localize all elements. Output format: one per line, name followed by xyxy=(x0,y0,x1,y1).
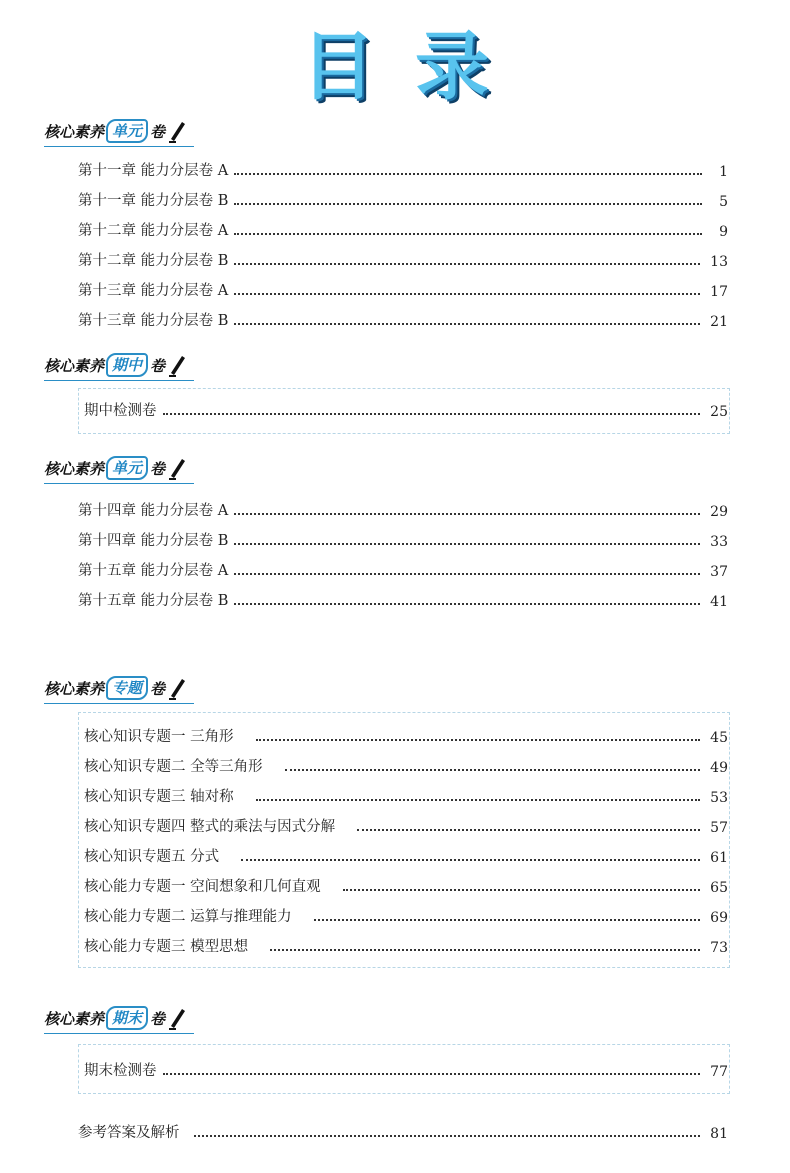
toc-entry-label: 第十四章 能力分层卷 B xyxy=(78,533,229,549)
section-suffix: 卷 xyxy=(150,122,166,141)
leader-dots xyxy=(234,173,702,175)
leader-dots xyxy=(285,769,701,771)
pen-icon xyxy=(167,1006,187,1030)
section-header-unit-2 xyxy=(44,455,187,481)
toc-entry-label: 期末检测卷 xyxy=(84,1063,157,1079)
section-tag: 期末 xyxy=(106,1006,148,1030)
toc-entry-page: 65 xyxy=(710,880,728,896)
toc-entry-page: 13 xyxy=(710,254,728,270)
toc-entry-label: 第十一章 能力分层卷 A xyxy=(78,163,229,179)
toc-entry-label: 核心知识专题三 轴对称 xyxy=(84,789,234,805)
leader-dots xyxy=(234,293,700,295)
section-box xyxy=(78,712,730,968)
toc-entry-label: 第十三章 能力分层卷 A xyxy=(78,283,229,299)
toc-entry[interactable] xyxy=(78,158,728,180)
section-underline xyxy=(44,146,194,147)
toc-entry[interactable] xyxy=(84,1058,728,1080)
toc-entry-page: 5 xyxy=(719,194,728,210)
leader-dots xyxy=(256,739,701,741)
toc-entry[interactable] xyxy=(78,498,728,520)
toc-entry-page: 77 xyxy=(710,1064,728,1080)
toc-entry[interactable] xyxy=(78,278,728,300)
section-prefix: 核心素养 xyxy=(44,356,105,375)
section-underline xyxy=(44,1033,194,1034)
toc-entry[interactable] xyxy=(78,218,728,240)
toc-entry-page: 33 xyxy=(710,534,728,550)
section-prefix: 核心素养 xyxy=(44,679,105,698)
section-header-unit-1 xyxy=(44,118,187,144)
section-tag: 单元 xyxy=(106,119,148,143)
toc-entry-label: 第十二章 能力分层卷 A xyxy=(78,223,229,239)
section-header-topics xyxy=(44,675,187,701)
leader-dots xyxy=(241,859,700,861)
toc-entry-page: 9 xyxy=(719,224,728,240)
toc-entry-appendix[interactable] xyxy=(78,1120,728,1142)
leader-dots xyxy=(234,263,700,265)
section-tag: 专题 xyxy=(106,676,148,700)
toc-entry-label: 第十五章 能力分层卷 A xyxy=(78,563,229,579)
leader-dots xyxy=(194,1135,701,1137)
toc-entry-page: 73 xyxy=(710,940,728,956)
section-suffix: 卷 xyxy=(150,459,166,478)
section-suffix: 卷 xyxy=(150,679,166,698)
page-title: 目录 xyxy=(301,24,529,110)
leader-dots xyxy=(234,603,700,605)
section-underline xyxy=(44,380,194,381)
toc-entry[interactable] xyxy=(84,398,728,420)
toc-entry-page: 81 xyxy=(710,1126,728,1142)
toc-entry[interactable] xyxy=(78,558,728,580)
pen-icon xyxy=(167,676,187,700)
toc-entry-page: 29 xyxy=(710,504,728,520)
toc-entry-label: 核心知识专题四 整式的乘法与因式分解 xyxy=(84,819,336,835)
toc-entry[interactable] xyxy=(78,248,728,270)
toc-entry[interactable] xyxy=(84,904,728,926)
toc-entry-page: 41 xyxy=(710,594,728,610)
pen-icon xyxy=(167,119,187,143)
section-suffix: 卷 xyxy=(150,1009,166,1028)
section-header-midterm xyxy=(44,352,187,378)
section-prefix: 核心素养 xyxy=(44,459,105,478)
toc-entry[interactable] xyxy=(78,308,728,330)
leader-dots xyxy=(314,919,701,921)
toc-entry-label: 期中检测卷 xyxy=(84,403,157,419)
toc-entry[interactable] xyxy=(84,754,728,776)
toc-entry[interactable] xyxy=(84,934,728,956)
toc-entry[interactable] xyxy=(84,874,728,896)
section-underline xyxy=(44,483,194,484)
section-header-final xyxy=(44,1005,187,1031)
toc-entry[interactable] xyxy=(78,588,728,610)
toc-entry-label: 第十三章 能力分层卷 B xyxy=(78,313,229,329)
leader-dots xyxy=(234,543,700,545)
toc-entry[interactable] xyxy=(84,814,728,836)
toc-entry-label: 参考答案及解析 xyxy=(78,1125,180,1141)
toc-entry-page: 37 xyxy=(710,564,728,580)
toc-entry-page: 17 xyxy=(710,284,728,300)
toc-entry-label: 核心知识专题五 分式 xyxy=(84,849,220,865)
leader-dots xyxy=(357,829,700,831)
toc-entry-label: 核心能力专题二 运算与推理能力 xyxy=(84,909,292,925)
toc-entry[interactable] xyxy=(78,188,728,210)
leader-dots xyxy=(234,203,702,205)
toc-entry[interactable] xyxy=(84,844,728,866)
toc-entry-page: 53 xyxy=(710,790,728,806)
pen-icon xyxy=(167,456,187,480)
section-prefix: 核心素养 xyxy=(44,122,105,141)
toc-entry-page: 61 xyxy=(710,850,728,866)
section-tag: 期中 xyxy=(106,353,148,377)
section-prefix: 核心素养 xyxy=(44,1009,105,1028)
toc-entry[interactable] xyxy=(84,724,728,746)
toc-entry-page: 25 xyxy=(710,404,728,420)
toc-entry-label: 第十二章 能力分层卷 B xyxy=(78,253,229,269)
toc-entry-page: 21 xyxy=(710,314,728,330)
pen-icon xyxy=(167,353,187,377)
section-tag: 单元 xyxy=(106,456,148,480)
toc-entry-page: 57 xyxy=(710,820,728,836)
toc-entry-label: 核心知识专题二 全等三角形 xyxy=(84,759,263,775)
leader-dots xyxy=(256,799,701,801)
leader-dots xyxy=(270,949,700,951)
toc-entry-page: 69 xyxy=(710,910,728,926)
leader-dots xyxy=(343,889,701,891)
leader-dots xyxy=(234,233,702,235)
leader-dots xyxy=(234,323,700,325)
toc-entry[interactable] xyxy=(84,784,728,806)
toc-entry-page: 49 xyxy=(710,760,728,776)
toc-entry-page: 45 xyxy=(710,730,728,746)
toc-entry-page: 1 xyxy=(719,164,728,180)
section-suffix: 卷 xyxy=(150,356,166,375)
toc-entry[interactable] xyxy=(78,528,728,550)
toc-entry-label: 核心能力专题三 模型思想 xyxy=(84,939,249,955)
toc-entry-label: 第十五章 能力分层卷 B xyxy=(78,593,229,609)
leader-dots xyxy=(234,573,700,575)
toc-entry-label: 第十四章 能力分层卷 A xyxy=(78,503,229,519)
toc-entry-label: 第十一章 能力分层卷 B xyxy=(78,193,229,209)
section-underline xyxy=(44,703,194,704)
toc-entry-label: 核心知识专题一 三角形 xyxy=(84,729,234,745)
leader-dots xyxy=(234,513,700,515)
leader-dots xyxy=(163,413,701,415)
leader-dots xyxy=(163,1073,701,1075)
toc-entry-label: 核心能力专题一 空间想象和几何直观 xyxy=(84,879,321,895)
